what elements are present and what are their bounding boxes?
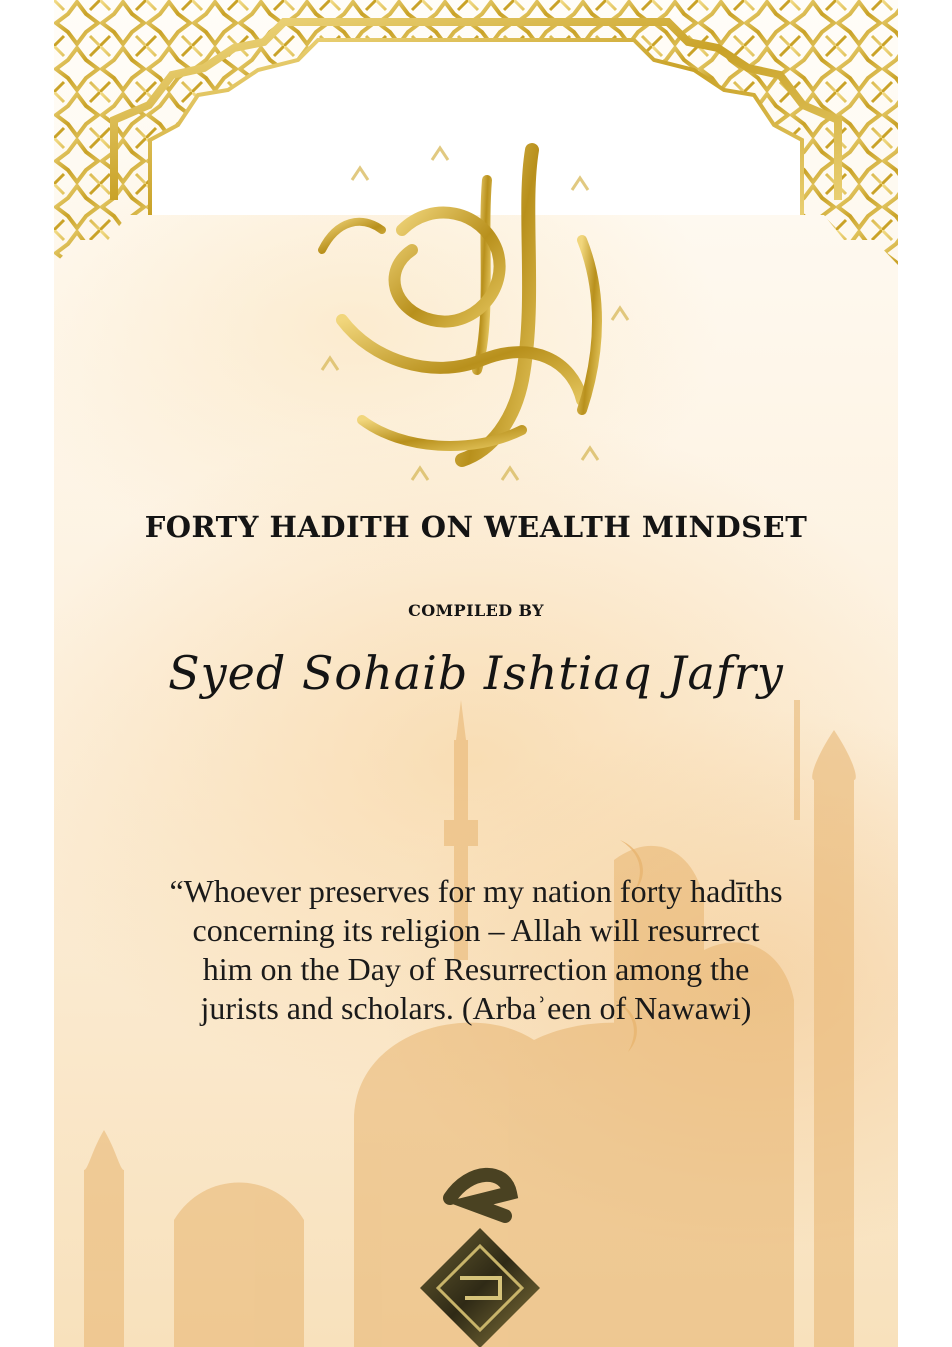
compiled-by-label: COMPILED BY bbox=[408, 601, 544, 620]
author-name: Syed Sohaib Ishtiaq Jafry bbox=[168, 646, 784, 700]
calligraphy-emblem-icon bbox=[282, 120, 642, 500]
cover-background bbox=[54, 0, 898, 1347]
publisher-logo-icon bbox=[410, 1158, 550, 1347]
hadith-quote: “Whoever preserves for my nation forty hadīths concerning its religion – Allah will resurrect him on the Day of Resurrection among the jurists and scholars. (Arbaʾeen of Nawawi) bbox=[169, 873, 783, 1026]
book-title: FORTY HADITH ON WEALTH MINDSET bbox=[144, 510, 808, 544]
